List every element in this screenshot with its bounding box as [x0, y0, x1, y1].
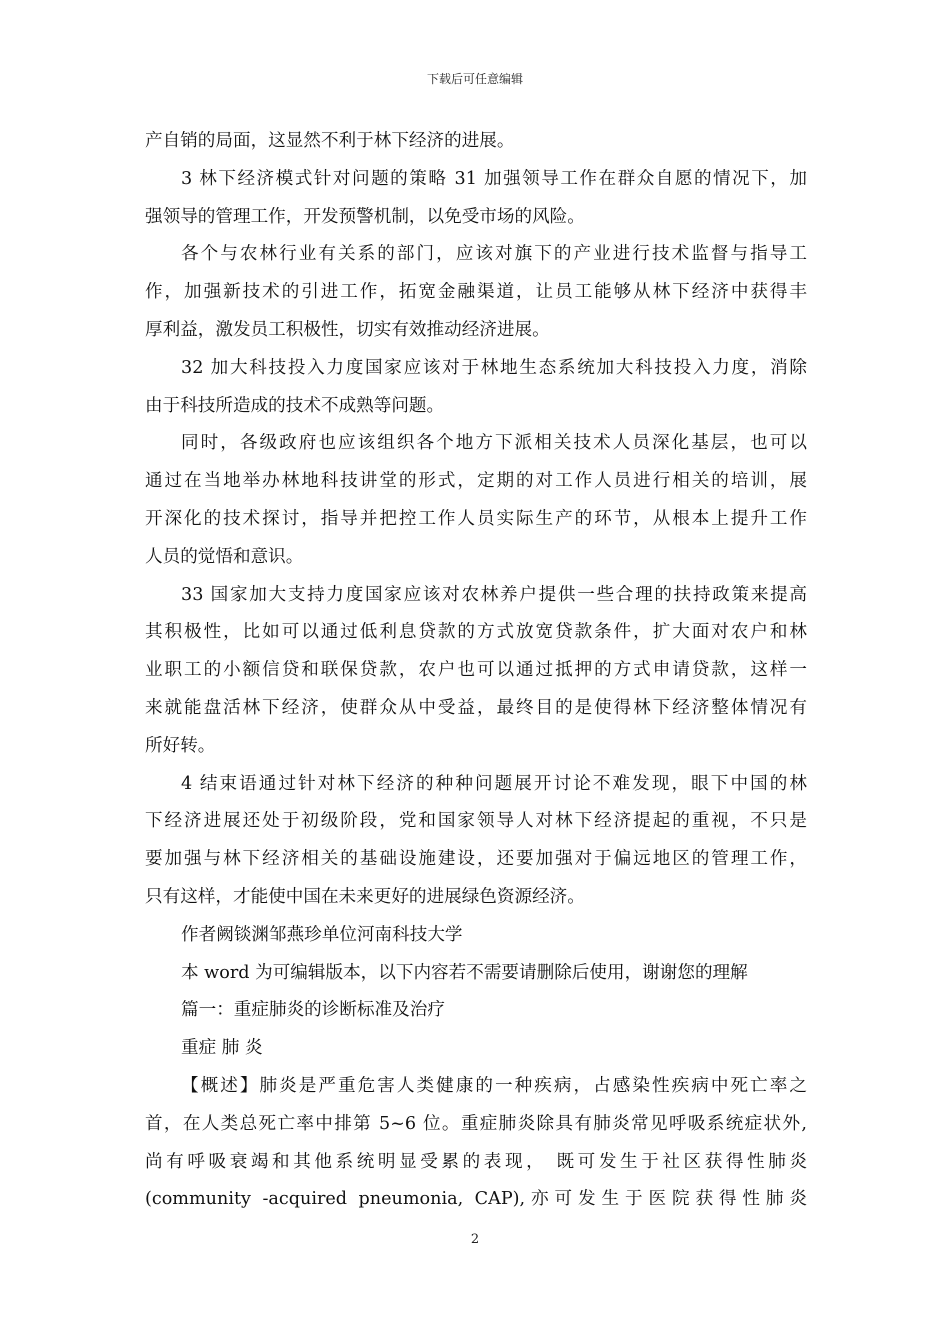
document-body [145, 123, 807, 1219]
text-line: 其积极性，比如可以通过低利息贷款的方式放宽贷款条件，扩大面对农户和林 [145, 622, 807, 643]
text-line: 33 国家加大支持力度国家应该对农林养户提供一些合理的扶持政策来提高 [181, 584, 807, 605]
text-line: 同时，各级政府也应该组织各个地方下派相关技术人员深化基层，也可以 [181, 433, 807, 454]
text-line: 首，在人类总死亡率中排第 5~6 位。重症肺炎除具有肺炎常见呼吸系统症状外, [145, 1113, 807, 1134]
text-line: 32 加大科技投入力度国家应该对于林地生态系统加大科技投入力度，消除 [181, 357, 807, 378]
text-line: 作，加强新技术的引进工作，拓宽金融渠道，让员工能够从林下经济中获得丰 [145, 282, 807, 303]
text-line: 要加强与林下经济相关的基础设施建设，还要加强对于偏远地区的管理工作， [145, 849, 807, 870]
text-line: 本 word 为可编辑版本，以下内容若不需要请删除后使用，谢谢您的理解 [181, 962, 748, 983]
text-line: 厚利益，激发员工积极性，切实有效推动经济进展。 [145, 319, 550, 340]
text-line: 由于科技所造成的技术不成熟等问题。 [145, 395, 445, 416]
text-line: 业职工的小额信贷和联保贷款，农户也可以通过抵押的方式申请贷款，这样一 [145, 660, 807, 681]
text-line: 尚有呼吸衰竭和其他系统明显受累的表现， 既可发生于社区获得性肺炎 [145, 1151, 807, 1172]
text-line: 各个与农林行业有关系的部门，应该对旗下的产业进行技术监督与指导工 [181, 244, 807, 265]
text-line: 产自销的局面，这显然不利于林下经济的进展。 [145, 131, 515, 151]
page-number: 2 [470, 1232, 480, 1247]
page-header: 下载后可任意编辑 [426, 72, 523, 86]
text-line: 来就能盘活林下经济，使群众从中受益，最终目的是使得林下经济整体情况有 [145, 697, 807, 718]
text-line: 人员的觉悟和意识。 [145, 546, 304, 567]
text-line: 下经济进展还处于初级阶段，党和国家领导人对林下经济提起的重视，不只是 [145, 811, 807, 832]
text-line: 开深化的技术探讨，指导并把控工作人员实际生产的环节，从根本上提升工作 [145, 508, 807, 529]
text-line: 所好转。 [145, 735, 216, 756]
text-line: 4 结束语通过针对林下经济的种种问题展开讨论不难发现，眼下中国的林 [181, 773, 807, 794]
text-line: (community -acquired pneumonia, CAP),亦可发生于医院获得性肺炎 [145, 1189, 807, 1210]
text-line: 3 林下经济模式针对问题的策略 31 加强领导工作在群众自愿的情况下，加 [181, 168, 807, 189]
section-subheading: 重症 肺 炎 [181, 1038, 263, 1059]
section-heading: 篇一：重症肺炎的诊断标准及治疗 [181, 1000, 445, 1021]
text-line: 作者阙锬渊邹燕珍单位河南科技大学 [181, 924, 463, 945]
text-line: 通过在当地举办林地科技讲堂的形式，定期的对工作人员进行相关的培训，展 [145, 471, 807, 492]
text-line: 【概述】肺炎是严重危害人类健康的一种疾病，占感染性疾病中死亡率之 [181, 1075, 807, 1096]
text-line: 强领导的管理工作，开发预警机制，以免受市场的风险。 [145, 206, 585, 227]
text-line: 只有这样，才能使中国在未来更好的进展绿色资源经济。 [145, 886, 585, 907]
